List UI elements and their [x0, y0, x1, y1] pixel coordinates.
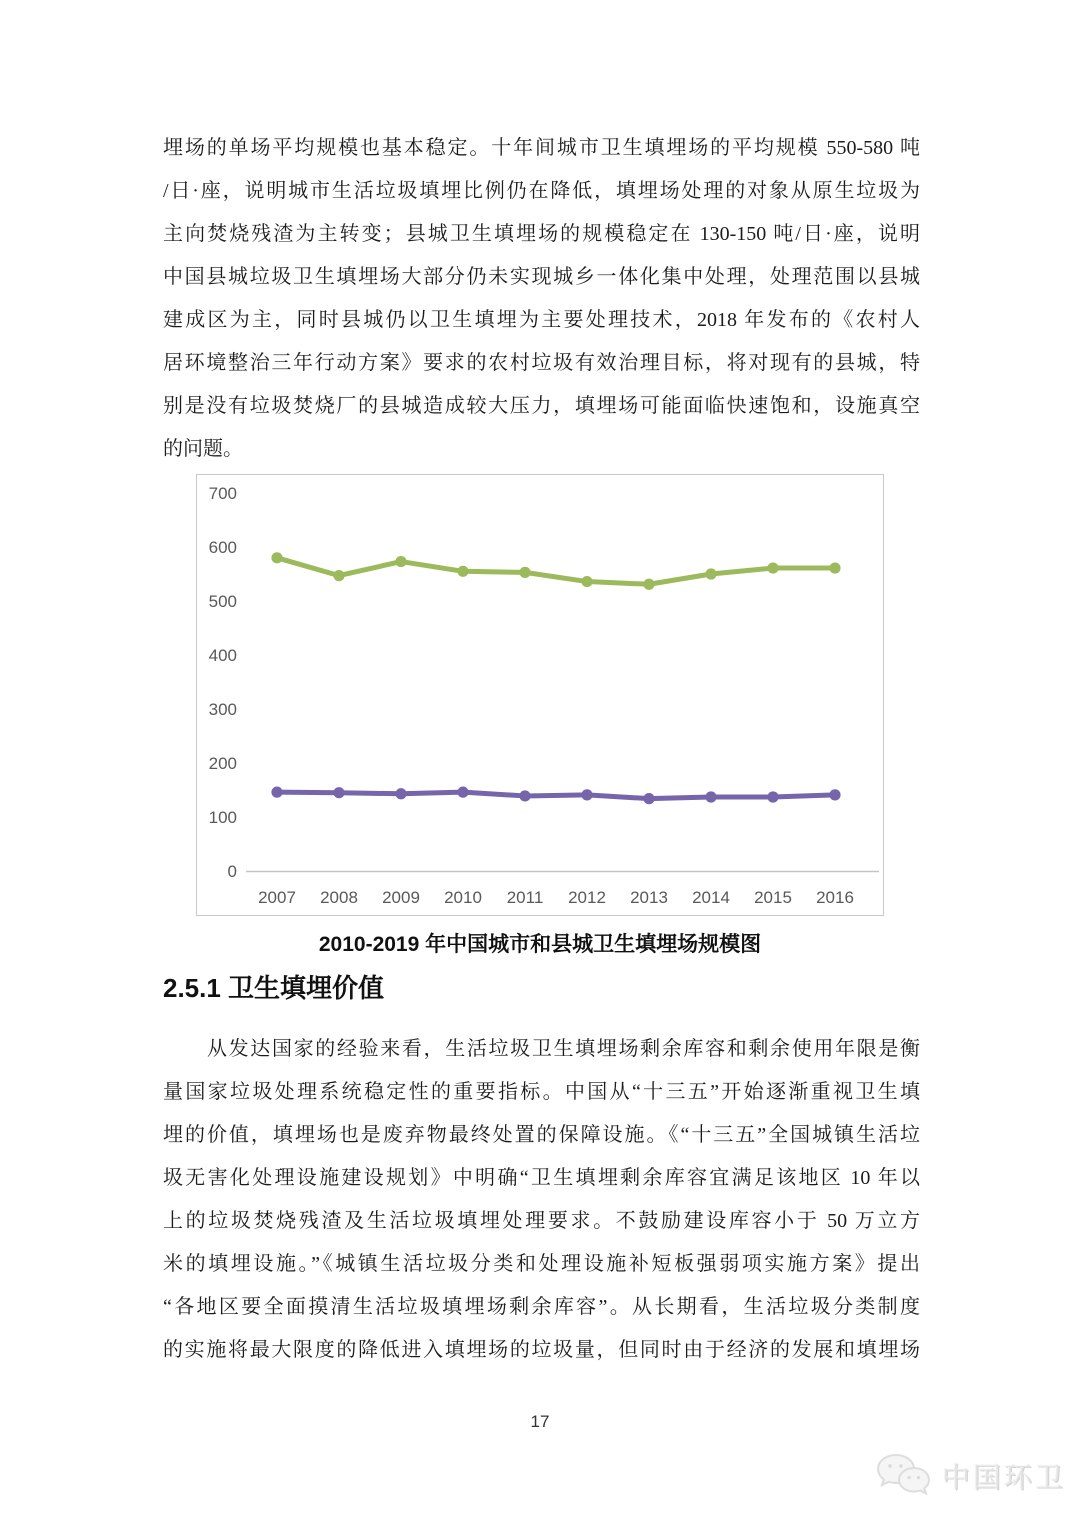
x-axis-tick-label: 2015: [754, 888, 792, 907]
y-axis-tick-label: 0: [227, 862, 237, 881]
x-axis-tick-label: 2008: [320, 888, 358, 907]
chart-canvas: [197, 475, 883, 915]
y-axis-tick-label: 200: [208, 754, 237, 773]
text-line: “各地区要全面摸清生活垃圾填埋场剩余库容”。从长期看，生活垃圾分类制度: [163, 1296, 920, 1318]
text-line: 量国家垃圾处理系统稳定性的重要指标。中国从“十三五”开始逐渐重视卫生填: [163, 1081, 920, 1103]
figure-caption: 2010-2019 年中国城市和县城卫生填埋场规模图: [318, 933, 762, 956]
x-axis-tick-label: 2013: [630, 888, 668, 907]
data-point: [581, 789, 592, 800]
data-point: [643, 579, 654, 590]
data-point: [519, 790, 530, 801]
data-point: [519, 567, 530, 578]
brand-watermark: [874, 1452, 1066, 1500]
text-line: 的问题。: [163, 438, 243, 460]
data-point: [829, 789, 840, 800]
paragraph-1: [163, 127, 920, 471]
page-number: 17: [530, 1412, 550, 1431]
y-axis-tick-label: 600: [208, 538, 237, 557]
x-axis-tick-label: 2012: [568, 888, 606, 907]
data-point: [271, 552, 282, 563]
x-axis-tick-label: 2009: [382, 888, 420, 907]
data-point: [333, 787, 344, 798]
text-line: 建成区为主，同时县城仍以卫生填埋为主要处理技术，2018 年发布的《农村人: [163, 309, 920, 331]
text-line: 中国县城垃圾卫生填埋场大部分仍未实现城乡一体化集中处理，处理范围以县城: [163, 266, 920, 288]
landfill-scale-line-chart: [196, 474, 884, 916]
data-point: [767, 791, 778, 802]
data-point: [395, 788, 406, 799]
watermark-label: 中国环卫: [941, 1462, 1066, 1493]
paragraph-2: [163, 1028, 920, 1372]
text-line: 主向焚烧残渣为主转变；县城卫生填埋场的规模稳定在 130-150 吨/日·座，说明: [163, 223, 920, 245]
data-point: [457, 787, 468, 798]
section-heading: 2.5.1 卫生填埋价值: [163, 973, 385, 1003]
data-point: [705, 568, 716, 579]
data-point: [767, 562, 778, 573]
data-point: [271, 787, 282, 798]
data-point: [581, 576, 592, 587]
text-line: 埋的价值，填埋场也是废弃物最终处置的保障设施。《“十三五”全国城镇生活垃: [163, 1124, 920, 1146]
data-point: [705, 791, 716, 802]
text-line: 米的填埋设施。”《城镇生活垃圾分类和处理设施补短板强弱项实施方案》提出: [163, 1253, 920, 1275]
x-axis-tick-label: 2016: [816, 888, 854, 907]
y-axis-tick-label: 100: [208, 808, 237, 827]
text-line: 居环境整治三年行动方案》要求的农村垃圾有效治理目标，将对现有的县城，特: [163, 352, 920, 374]
text-line: 别是没有垃圾焚烧厂的县城造成较大压力，填埋场可能面临快速饱和，设施真空: [163, 395, 920, 417]
data-point: [829, 562, 840, 573]
data-point: [643, 793, 654, 804]
text-line: 上的垃圾焚烧残渣及生活垃圾填埋处理要求。不鼓励建设库容小于 50 万立方: [163, 1210, 920, 1232]
y-axis-tick-label: 500: [208, 592, 237, 611]
x-axis-tick-label: 2014: [692, 888, 730, 907]
y-axis-tick-label: 400: [208, 646, 237, 665]
y-axis-tick-label: 700: [208, 484, 237, 503]
series-line-0: [277, 558, 835, 584]
text-line: /日·座，说明城市生活垃圾填埋比例仍在降低，填埋场处理的对象从原生垃圾为: [163, 180, 920, 202]
text-line: 的实施将最大限度的降低进入填埋场的垃圾量，但同时由于经济的发展和填埋场: [163, 1339, 920, 1361]
x-axis-tick-label: 2010: [444, 888, 482, 907]
data-point: [395, 556, 406, 567]
x-axis-tick-label: 2007: [258, 888, 296, 907]
text-line: 从发达国家的经验来看，生活垃圾卫生填埋场剩余库容和剩余使用年限是衡: [207, 1038, 920, 1060]
data-point: [457, 566, 468, 577]
wechat-chat-bubbles-icon: [874, 1452, 932, 1500]
data-point: [333, 570, 344, 581]
series-line-1: [277, 792, 835, 798]
x-axis-tick-label: 2011: [506, 888, 544, 907]
text-line: 埋场的单场平均规模也基本稳定。十年间城市卫生填埋场的平均规模 550-580 吨: [163, 137, 920, 159]
y-axis-tick-label: 300: [208, 700, 237, 719]
text-line: 圾无害化处理设施建设规划》中明确“卫生填埋剩余库容宜满足该地区 10 年以: [163, 1167, 920, 1189]
